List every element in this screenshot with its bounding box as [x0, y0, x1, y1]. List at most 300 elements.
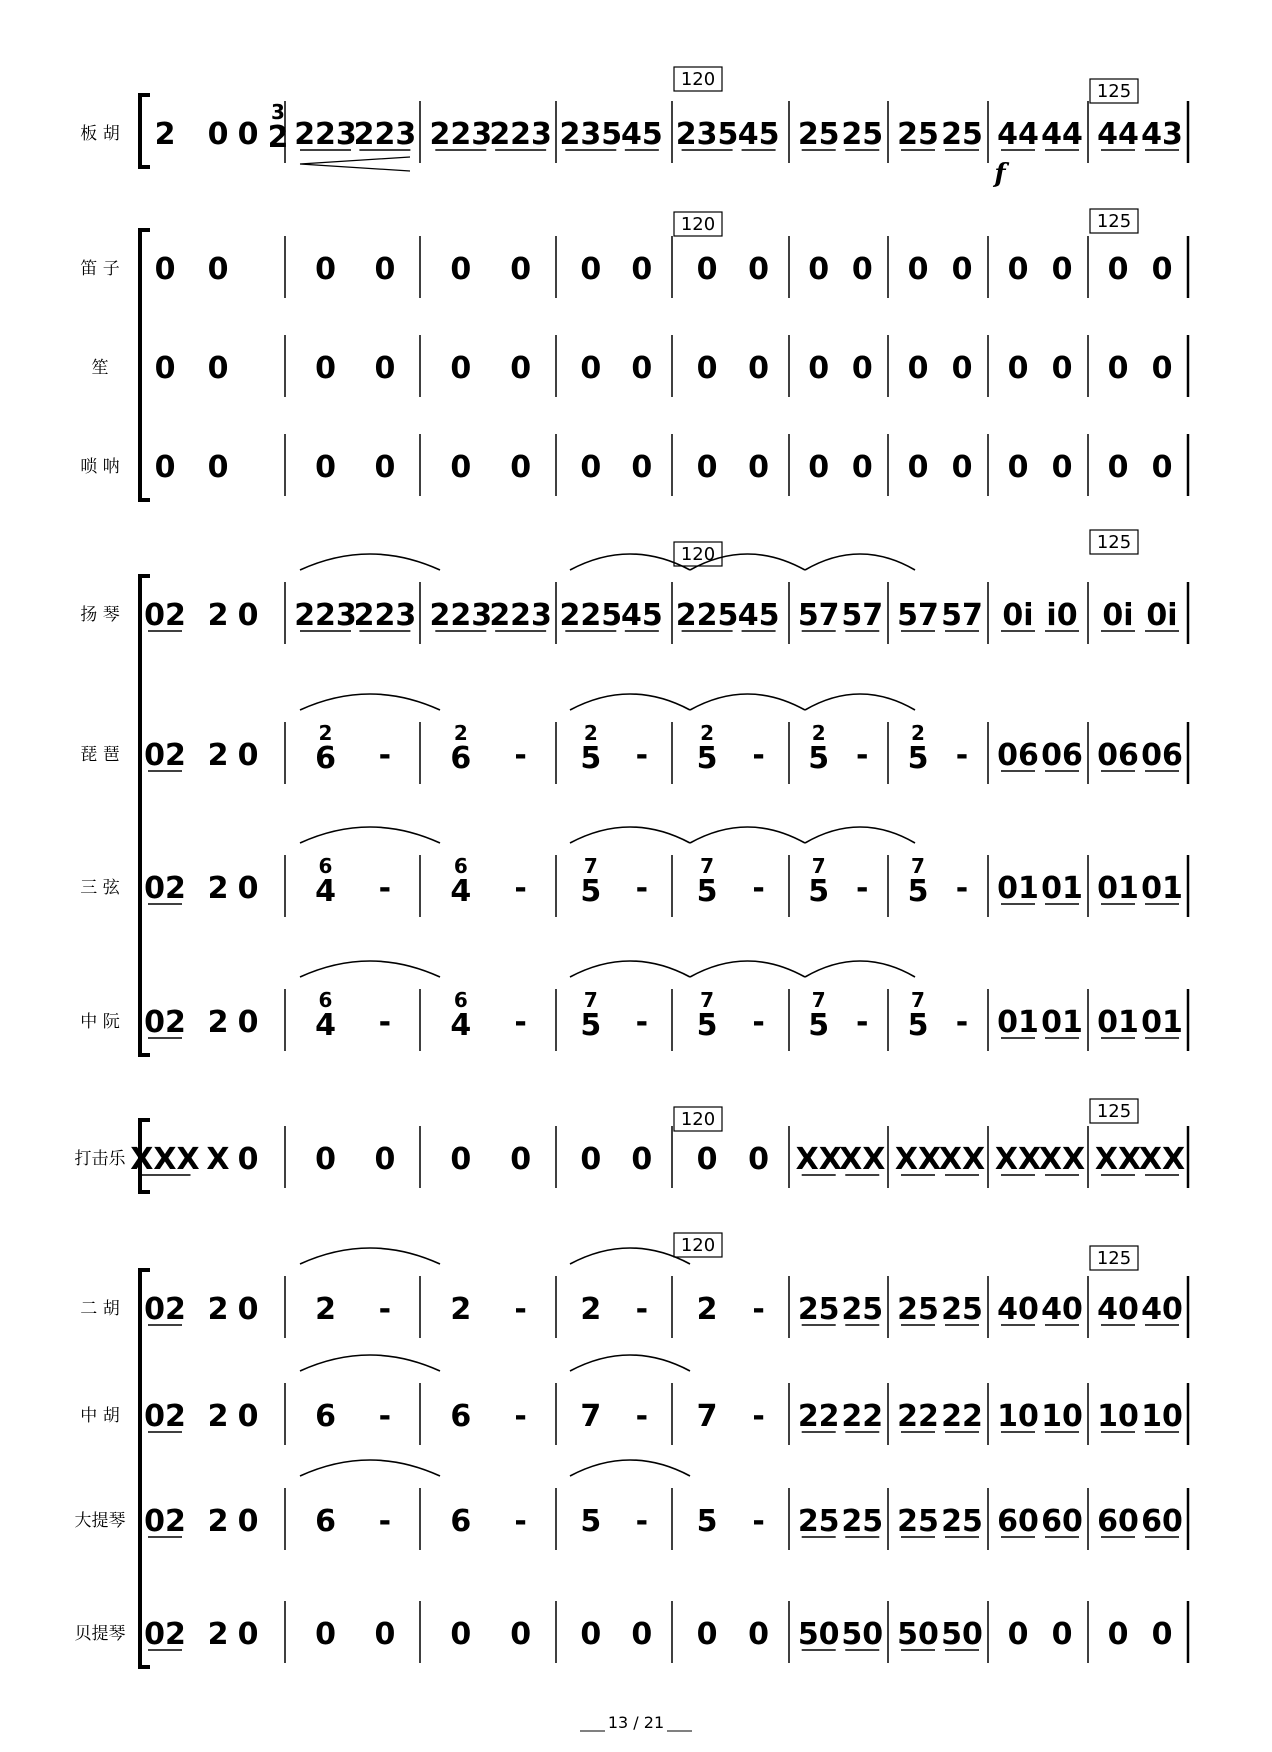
note-group: -	[378, 738, 392, 773]
note-group: 40	[1141, 1292, 1183, 1327]
note-group: -	[752, 738, 765, 773]
note-group: 223	[429, 598, 493, 633]
note-group: 0	[1051, 252, 1073, 287]
slur	[300, 961, 440, 977]
note-group: 0	[748, 1142, 770, 1177]
slur	[805, 554, 915, 570]
rehearsal-mark: 120	[680, 1235, 716, 1256]
chord-upper-note: 7	[583, 988, 598, 1012]
note-group: 2	[315, 1292, 336, 1327]
note-group: 0	[808, 450, 830, 485]
chord-upper-note: 2	[811, 721, 826, 745]
note-group: 25	[897, 1292, 939, 1327]
slur	[300, 694, 440, 710]
note-group: -	[514, 1005, 527, 1040]
note-group: 22	[841, 1399, 884, 1434]
instrument-label: 三 弦	[80, 878, 120, 898]
note-group: 0	[696, 1617, 718, 1652]
note-group: 223	[294, 598, 357, 633]
system-bracket	[140, 576, 150, 1055]
note-group: 02	[144, 1617, 186, 1652]
rehearsal-mark: 125	[1096, 532, 1132, 553]
note-group: 25	[941, 1504, 983, 1539]
note-group: 0	[808, 252, 830, 287]
chord-lower-note: 6	[315, 741, 336, 776]
note-group: 0	[1107, 450, 1129, 485]
slur	[300, 1355, 440, 1371]
note-group: XX	[894, 1142, 942, 1177]
note-group: 50	[841, 1617, 884, 1652]
note-group: -	[378, 1399, 392, 1434]
rehearsal-mark: 125	[1096, 1248, 1132, 1269]
chord-upper-note: 2	[318, 721, 333, 745]
note-group: -	[635, 1292, 649, 1327]
note-group: 44	[1097, 117, 1139, 152]
rehearsal-mark: 120	[680, 69, 716, 90]
note-group: 01	[1141, 1005, 1183, 1040]
slur	[690, 961, 805, 977]
note-group: 7	[580, 1399, 602, 1434]
note-group: 44	[997, 117, 1039, 152]
chord-upper-note: 7	[911, 854, 925, 878]
instrument-label: 二 胡	[80, 1299, 120, 1319]
note-group: 0	[237, 1617, 259, 1652]
note-group: 2	[207, 871, 229, 906]
note-group: 0	[1007, 1617, 1029, 1652]
note-group: 0	[450, 351, 472, 386]
note-group: 01	[1097, 1005, 1139, 1040]
note-group: 0	[748, 351, 770, 386]
note-group: 0	[154, 351, 176, 386]
chord-lower-note: 5	[696, 741, 718, 776]
page-number: 13 / 21	[607, 1713, 665, 1732]
note-group: i0	[1046, 598, 1078, 633]
note-group: 0	[580, 1617, 602, 1652]
note-group: 223	[294, 117, 357, 152]
note-group: 0	[951, 450, 973, 485]
note-group: 223	[489, 117, 552, 152]
note-group: 06	[997, 738, 1039, 773]
slur	[300, 827, 440, 843]
note-group: 7	[696, 1399, 718, 1434]
note-group: 0	[696, 450, 718, 485]
note-group: 0	[237, 1142, 259, 1177]
chord-lower-note: 5	[696, 874, 718, 909]
note-group: -	[378, 1504, 392, 1539]
system-bracket	[140, 230, 150, 500]
note-group: 06	[1141, 738, 1183, 773]
note-group: 0	[374, 1142, 396, 1177]
note-group: 0	[154, 252, 176, 287]
note-group: XXX	[130, 1142, 200, 1177]
chord-upper-note: 6	[318, 854, 333, 878]
note-group: 0	[374, 450, 396, 485]
note-group: 0	[450, 1617, 472, 1652]
note-group: -	[514, 871, 527, 906]
slur	[300, 1460, 440, 1476]
note-group: 43	[1141, 117, 1183, 152]
note-group: 10	[1041, 1399, 1083, 1434]
slur	[690, 827, 805, 843]
note-group: 02	[144, 598, 186, 633]
note-group: 06	[1041, 738, 1083, 773]
note-group: 0	[374, 1617, 396, 1652]
note-group: 0	[1051, 351, 1073, 386]
note-group: XX	[938, 1142, 986, 1177]
chord-lower-note: 4	[315, 1008, 336, 1043]
chord-upper-note: 2	[453, 721, 468, 745]
note-group: 10	[1097, 1399, 1139, 1434]
note-group: 0	[1151, 252, 1173, 287]
note-group: 0	[1007, 450, 1029, 485]
note-group: -	[635, 1399, 649, 1434]
chord-upper-note: 7	[700, 988, 715, 1012]
note-group: 02	[144, 1292, 186, 1327]
note-group: -	[752, 1504, 765, 1539]
slur	[570, 694, 690, 710]
note-group: 2	[207, 1005, 229, 1040]
note-group: 25	[841, 1292, 884, 1327]
chord-lower-note: 5	[907, 874, 929, 909]
note-group: 02	[144, 738, 186, 773]
note-group: 0	[1007, 252, 1029, 287]
rehearsal-mark: 125	[1096, 1101, 1132, 1122]
note-group: 0	[237, 871, 259, 906]
note-group: 6	[450, 1399, 472, 1434]
system-bracket	[140, 95, 150, 167]
instrument-label: 贝提琴	[74, 1624, 126, 1644]
rehearsal-mark: 120	[680, 214, 716, 235]
note-group: XX	[994, 1142, 1042, 1177]
slur	[570, 1248, 690, 1264]
note-group: 0	[315, 1142, 336, 1177]
note-group: 22	[941, 1399, 983, 1434]
note-group: 0	[510, 1617, 532, 1652]
note-group: 0	[907, 450, 929, 485]
note-group: -	[955, 1005, 969, 1040]
note-group: 0	[631, 450, 653, 485]
instrument-label: 中 胡	[80, 1406, 120, 1426]
slur	[805, 694, 915, 710]
note-group: -	[635, 871, 649, 906]
note-group: -	[856, 871, 869, 906]
note-group: -	[514, 1504, 527, 1539]
note-group: XX	[1094, 1142, 1142, 1177]
note-group: 2	[580, 1292, 602, 1327]
chord-lower-note: 5	[808, 741, 830, 776]
note-group: 6	[315, 1399, 336, 1434]
chord-lower-note: 4	[450, 874, 472, 909]
note-group: 0	[951, 252, 973, 287]
note-group: XX	[795, 1142, 842, 1177]
note-group: 0	[851, 252, 873, 287]
note-group: 50	[941, 1617, 983, 1652]
note-group: 22	[897, 1399, 939, 1434]
note-group: 0	[748, 1617, 770, 1652]
note-group: 5	[580, 1504, 602, 1539]
note-group: 2	[154, 117, 176, 152]
note-group: 0	[696, 1142, 718, 1177]
note-group: 60	[1041, 1504, 1083, 1539]
note-group: 0	[207, 450, 229, 485]
note-group: 6	[450, 1504, 472, 1539]
note-group: 223	[353, 117, 417, 152]
note-group: 40	[997, 1292, 1039, 1327]
note-group: 0	[207, 117, 229, 152]
note-group: 5	[696, 1504, 718, 1539]
note-group: 0	[580, 450, 602, 485]
chord-upper-note: 6	[318, 988, 333, 1012]
note-group: 25	[841, 117, 884, 152]
note-group: -	[955, 871, 969, 906]
chord-upper-note: 6	[453, 854, 468, 878]
note-group: -	[378, 1005, 392, 1040]
note-group: 0	[631, 252, 653, 287]
note-group: 0	[851, 351, 873, 386]
chord-upper-note: 2	[700, 721, 715, 745]
chord-upper-note: 2	[583, 721, 598, 745]
note-group: 0i	[1002, 598, 1034, 633]
note-group: 223	[353, 598, 417, 633]
chord-upper-note: 7	[811, 988, 826, 1012]
note-group: 0	[580, 1142, 602, 1177]
note-group: 0	[315, 1617, 336, 1652]
slur	[300, 1248, 440, 1264]
chord-lower-note: 5	[907, 741, 929, 776]
note-group: XX	[1038, 1142, 1086, 1177]
rehearsal-mark: 125	[1096, 81, 1132, 102]
note-group: 0	[450, 1142, 472, 1177]
note-group: 0	[450, 450, 472, 485]
note-group: 2	[207, 1504, 229, 1539]
note-group: 235	[559, 117, 623, 152]
note-group: XX	[839, 1142, 886, 1177]
note-group: 0	[237, 1005, 259, 1040]
note-group: 40	[1097, 1292, 1139, 1327]
rehearsal-mark: 125	[1096, 211, 1132, 232]
note-group: -	[752, 1292, 765, 1327]
note-group: 0	[237, 738, 259, 773]
note-group: 0	[315, 252, 336, 287]
note-group: 25	[797, 117, 840, 152]
note-group: 225	[559, 598, 623, 633]
note-group: 0	[1107, 351, 1129, 386]
instrument-label: 中 阮	[80, 1012, 120, 1032]
note-group: 0	[907, 351, 929, 386]
note-group: 10	[997, 1399, 1039, 1434]
note-group: 0	[237, 598, 259, 633]
note-group: 40	[1041, 1292, 1083, 1327]
note-group: 01	[1041, 1005, 1083, 1040]
note-group: 0	[510, 252, 532, 287]
chord-lower-note: 6	[450, 741, 472, 776]
note-group: 22	[797, 1399, 840, 1434]
instrument-label: 打击乐	[74, 1149, 126, 1169]
instrument-label: 笙	[91, 358, 109, 378]
note-group: 0	[748, 252, 770, 287]
note-group: -	[856, 1005, 869, 1040]
instrument-label: 板 胡	[80, 124, 120, 144]
instrument-label: 唢 呐	[80, 457, 120, 477]
note-group: -	[514, 1399, 527, 1434]
note-group: 45	[737, 117, 780, 152]
note-group: 0	[631, 351, 653, 386]
note-group: 2	[207, 1617, 229, 1652]
note-group: 0	[374, 252, 396, 287]
note-group: 0	[510, 351, 532, 386]
note-group: 01	[1041, 871, 1083, 906]
rehearsal-mark: 120	[680, 544, 716, 565]
note-group: 25	[897, 117, 939, 152]
note-group: 02	[144, 1399, 186, 1434]
slur	[570, 961, 690, 977]
chord-lower-note: 5	[580, 874, 602, 909]
slur	[570, 827, 690, 843]
note-group: 45	[620, 598, 663, 633]
chord-upper-note: 7	[911, 988, 925, 1012]
note-group: -	[635, 1504, 649, 1539]
note-group: 0	[1051, 1617, 1073, 1652]
note-group: 25	[941, 1292, 983, 1327]
chord-lower-note: 5	[907, 1008, 929, 1043]
note-group: 0	[510, 1142, 532, 1177]
chord-lower-note: 5	[696, 1008, 718, 1043]
note-group: 60	[1141, 1504, 1183, 1539]
note-group: XX	[1138, 1142, 1186, 1177]
note-group: 01	[997, 871, 1039, 906]
note-group: 225	[675, 598, 739, 633]
note-group: 2	[207, 598, 229, 633]
note-group: -	[856, 738, 869, 773]
note-group: 2	[207, 1292, 229, 1327]
note-group: -	[514, 738, 527, 773]
note-group: 45	[620, 117, 663, 152]
note-group: 01	[1141, 871, 1183, 906]
note-group: 0	[315, 450, 336, 485]
chord-upper-note: 6	[453, 988, 468, 1012]
chord-lower-note: 2	[267, 120, 289, 155]
note-group: 02	[144, 1504, 186, 1539]
note-group: -	[752, 1005, 765, 1040]
note-group: 0	[580, 252, 602, 287]
note-group: -	[514, 1292, 527, 1327]
note-group: 25	[797, 1504, 840, 1539]
note-group: 50	[897, 1617, 939, 1652]
chord-upper-note: 7	[583, 854, 598, 878]
note-group: 0	[154, 450, 176, 485]
note-group: 0i	[1102, 598, 1134, 633]
note-group: 02	[144, 1005, 186, 1040]
chord-lower-note: 5	[580, 741, 602, 776]
note-group: 0i	[1146, 598, 1178, 633]
chord-lower-note: 5	[580, 1008, 602, 1043]
note-group: 10	[1141, 1399, 1183, 1434]
chord-lower-note: 4	[315, 874, 336, 909]
note-group: X	[206, 1142, 230, 1177]
note-group: 25	[797, 1292, 840, 1327]
note-group: -	[378, 1292, 392, 1327]
note-group: 0	[851, 450, 873, 485]
note-group: 0	[510, 450, 532, 485]
note-group: 0	[237, 117, 259, 152]
instrument-label: 琵 琶	[80, 745, 120, 765]
note-group: 2	[207, 1399, 229, 1434]
note-group: 0	[580, 351, 602, 386]
note-group: 25	[841, 1504, 884, 1539]
note-group: 60	[997, 1504, 1039, 1539]
note-group: 2	[207, 738, 229, 773]
chord-lower-note: 4	[450, 1008, 472, 1043]
note-group: 0	[696, 252, 718, 287]
slur	[805, 961, 915, 977]
note-group: 0	[207, 252, 229, 287]
note-group: 45	[737, 598, 780, 633]
note-group: 0	[1151, 450, 1173, 485]
note-group: 0	[808, 351, 830, 386]
crescendo-hairpin	[300, 157, 410, 171]
note-group: 01	[997, 1005, 1039, 1040]
note-group: 0	[631, 1142, 653, 1177]
note-group: 0	[1051, 450, 1073, 485]
note-group: 60	[1097, 1504, 1139, 1539]
note-group: 25	[897, 1504, 939, 1539]
note-group: 0	[696, 351, 718, 386]
system-bracket	[140, 1270, 150, 1667]
note-group: 0	[450, 252, 472, 287]
chord-upper-note: 2	[911, 721, 925, 745]
chord-upper-note: 7	[811, 854, 826, 878]
note-group: 0	[1151, 351, 1173, 386]
slur	[690, 694, 805, 710]
note-group: 57	[941, 598, 983, 633]
note-group: 0	[237, 1292, 259, 1327]
note-group: 235	[675, 117, 739, 152]
note-group: 0	[237, 1399, 259, 1434]
chord-upper-note: 3	[271, 100, 285, 124]
chord-upper-note: 7	[700, 854, 715, 878]
note-group: 0	[951, 351, 973, 386]
note-group: 2	[450, 1292, 472, 1327]
note-group: 44	[1041, 117, 1083, 152]
note-group: 25	[941, 117, 983, 152]
slur	[570, 554, 690, 570]
note-group: 01	[1097, 871, 1139, 906]
note-group: 57	[841, 598, 884, 633]
slur	[570, 1355, 690, 1371]
instrument-label: 大提琴	[74, 1511, 126, 1531]
note-group: -	[635, 738, 649, 773]
instrument-label: 扬 琴	[80, 605, 120, 625]
dynamic-forte: f	[994, 159, 1006, 189]
note-group: 0	[748, 450, 770, 485]
note-group: 0	[207, 351, 229, 386]
note-group: 6	[315, 1504, 336, 1539]
slur	[805, 827, 915, 843]
note-group: -	[752, 1399, 765, 1434]
note-group: 0	[374, 351, 396, 386]
note-group: 223	[489, 598, 552, 633]
note-group: 57	[897, 598, 939, 633]
note-group: 0	[1007, 351, 1029, 386]
note-group: -	[378, 871, 392, 906]
instrument-label: 笛 子	[80, 259, 120, 279]
chord-lower-note: 5	[808, 874, 830, 909]
note-group: 50	[797, 1617, 840, 1652]
note-group: 06	[1097, 738, 1139, 773]
note-group: 2	[696, 1292, 718, 1327]
note-group: 0	[237, 1504, 259, 1539]
rehearsal-mark: 120	[680, 1109, 716, 1130]
